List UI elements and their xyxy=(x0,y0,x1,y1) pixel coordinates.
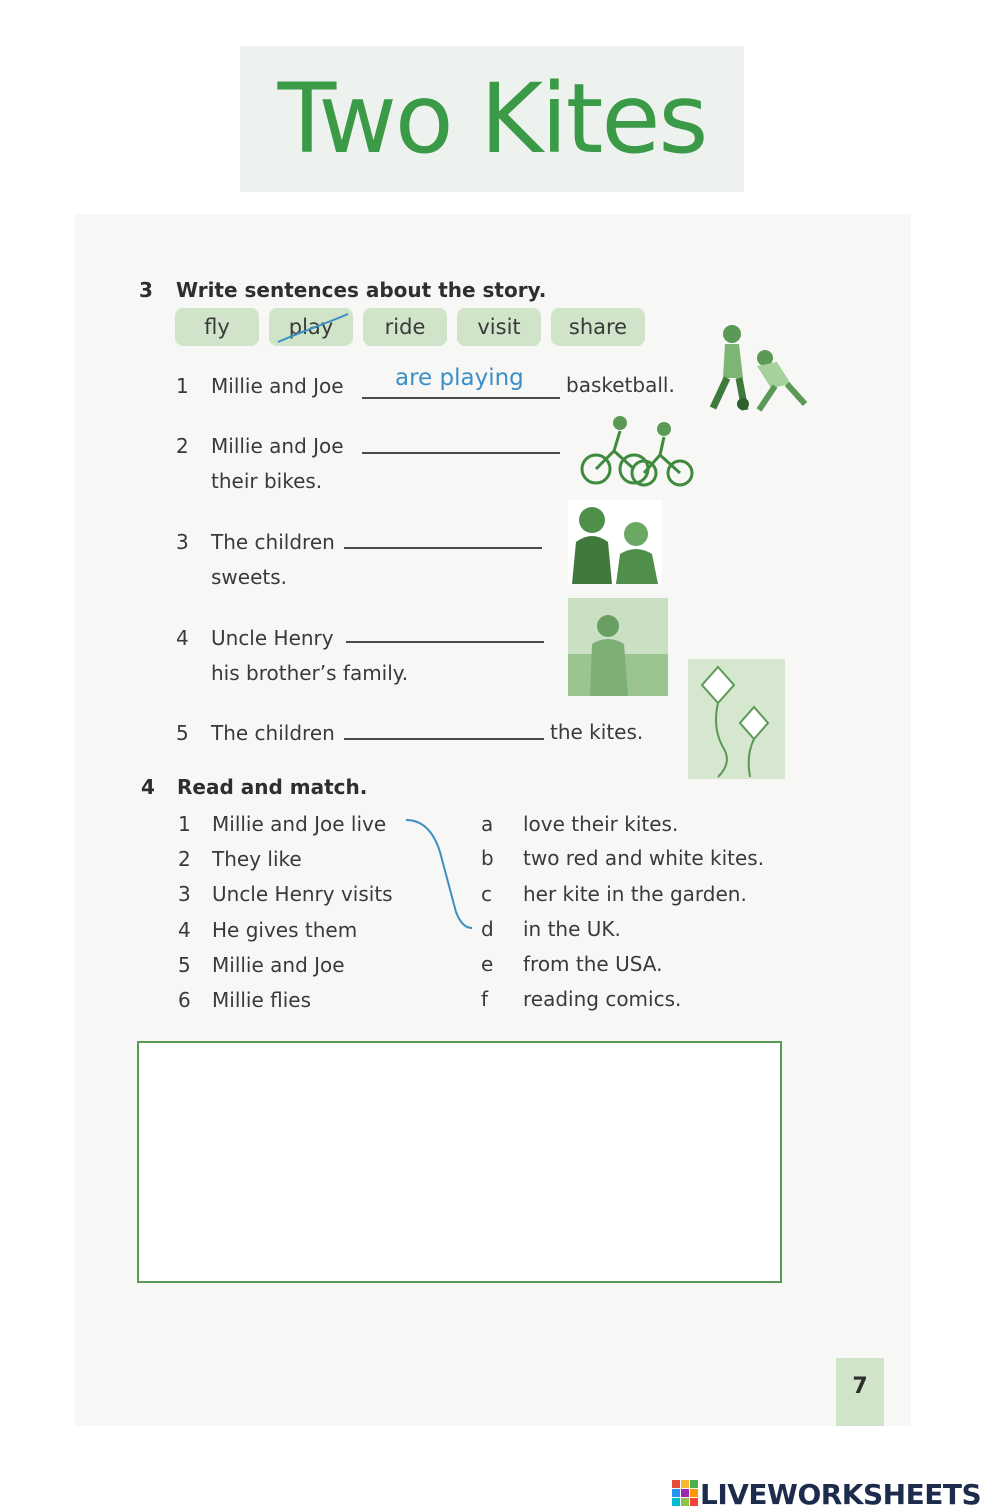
match-left-item-1[interactable]: Millie and Joe live xyxy=(212,812,387,836)
item-1-text: Millie and Joe xyxy=(211,374,344,398)
match-left-item-3[interactable]: Uncle Henry visits xyxy=(212,882,393,906)
match-left-item-2[interactable]: They like xyxy=(212,847,302,871)
match-left-num-3: 3 xyxy=(178,882,191,906)
item-2-text: Millie and Joe xyxy=(211,434,344,458)
match-right-letter-a: a xyxy=(481,812,494,836)
item-1-blank[interactable] xyxy=(362,397,560,399)
item-3-text: The children xyxy=(211,530,335,554)
item-2-line2: their bikes. xyxy=(211,469,323,493)
kites-illustration xyxy=(688,659,785,779)
item-4-line2: his brother’s family. xyxy=(211,661,409,685)
strikethrough-mark xyxy=(270,310,354,346)
match-left-item-4[interactable]: He gives them xyxy=(212,918,358,942)
word-chip-play-label: play xyxy=(288,315,334,339)
liveworksheets-logo-icon xyxy=(672,1480,698,1506)
match-right-letter-e: e xyxy=(481,952,494,976)
uncle-henry-illustration xyxy=(568,598,668,696)
page-number-tab xyxy=(836,1358,884,1426)
item-4-number: 4 xyxy=(176,626,189,650)
item-2-number: 2 xyxy=(176,434,189,458)
item-1-answer[interactable]: are playing xyxy=(395,365,524,391)
page-number: 7 xyxy=(852,1374,868,1399)
exercise-3-number: 3 xyxy=(139,278,153,302)
exercise-4-instruction: Read and match. xyxy=(177,775,368,799)
match-right-letter-f: f xyxy=(481,987,489,1011)
item-1-number: 1 xyxy=(176,374,189,398)
item-4-blank[interactable] xyxy=(346,641,544,643)
footer-brand: LIVEWORKSHEETS xyxy=(700,1478,982,1511)
exercise-4-number: 4 xyxy=(141,775,155,799)
match-left-num-4: 4 xyxy=(178,918,191,942)
item-3-number: 3 xyxy=(176,530,189,554)
sharing-sweets-illustration xyxy=(568,500,662,584)
match-right-item-c[interactable]: her kite in the garden. xyxy=(523,882,747,906)
match-connector-line xyxy=(400,812,480,934)
match-right-item-d[interactable]: in the UK. xyxy=(523,917,621,941)
worksheet-title: Two Kites xyxy=(277,63,707,175)
match-right-letter-b: b xyxy=(481,846,494,870)
exercise-3-instruction: Write sentences about the story. xyxy=(176,278,547,302)
item-5-number: 5 xyxy=(176,721,189,745)
match-right-letter-d: d xyxy=(481,917,494,941)
word-chip-share: share xyxy=(551,308,645,346)
basketball-illustration xyxy=(695,322,815,422)
match-left-item-6[interactable]: Millie flies xyxy=(212,988,312,1012)
match-right-item-b[interactable]: two red and white kites. xyxy=(523,846,765,870)
match-right-letter-c: c xyxy=(481,882,492,906)
word-chip-fly: fly xyxy=(175,308,259,346)
item-5-text: The children xyxy=(211,721,335,745)
match-left-num-2: 2 xyxy=(178,847,191,871)
item-5-after: the kites. xyxy=(550,720,644,744)
match-right-item-a[interactable]: love their kites. xyxy=(523,812,679,836)
item-3-blank[interactable] xyxy=(344,547,542,549)
item-1-after: basketball. xyxy=(566,373,675,397)
item-3-line2: sweets. xyxy=(211,565,288,589)
item-4-text: Uncle Henry xyxy=(211,626,334,650)
match-left-num-5: 5 xyxy=(178,953,191,977)
match-left-num-6: 6 xyxy=(178,988,191,1012)
item-2-blank[interactable] xyxy=(362,452,560,454)
bikes-illustration xyxy=(578,411,698,487)
title-banner xyxy=(240,46,744,192)
match-left-item-5[interactable]: Millie and Joe xyxy=(212,953,345,977)
match-right-item-f[interactable]: reading comics. xyxy=(523,987,682,1011)
word-chip-ride: ride xyxy=(363,308,447,346)
word-chip-visit: visit xyxy=(457,308,541,346)
match-right-item-e[interactable]: from the USA. xyxy=(523,952,663,976)
item-5-blank[interactable] xyxy=(344,738,544,740)
answer-box[interactable] xyxy=(137,1041,782,1283)
match-left-num-1: 1 xyxy=(178,812,191,836)
